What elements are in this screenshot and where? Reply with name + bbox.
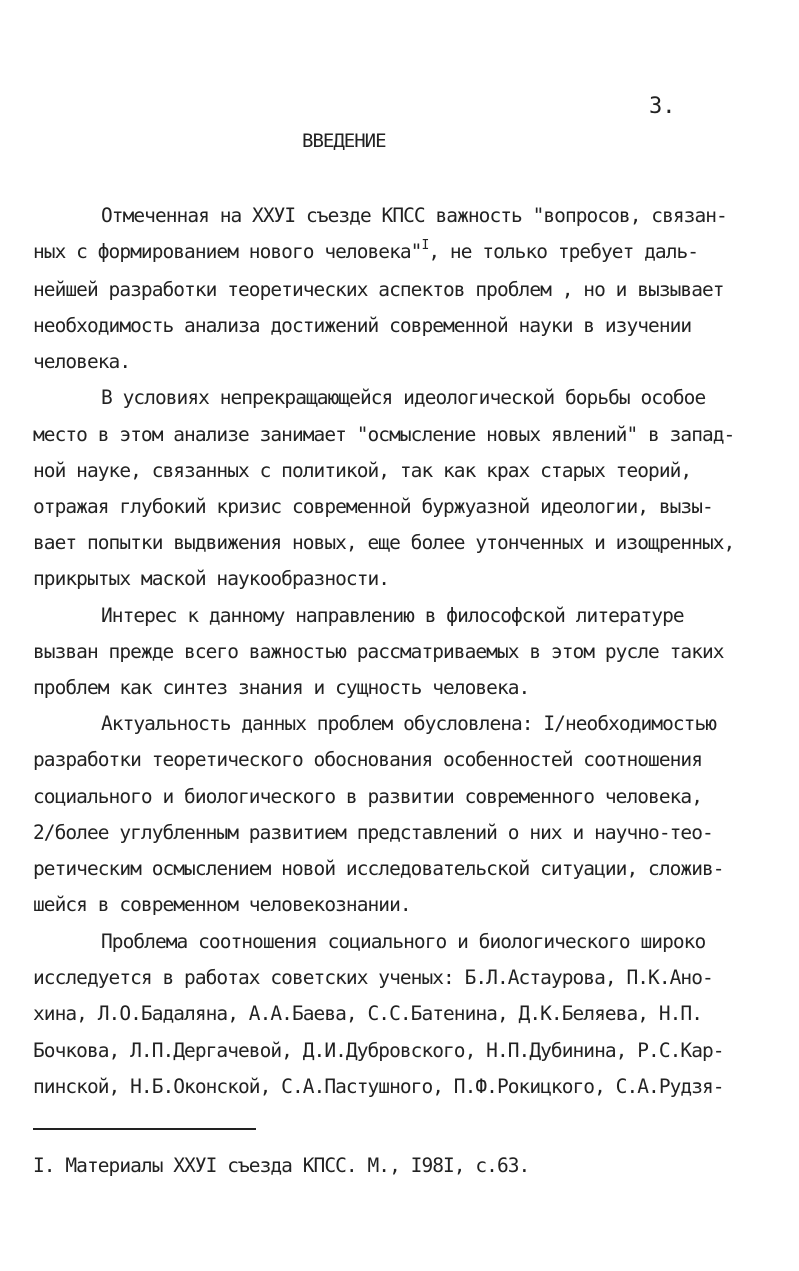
body-line: 2/более углубленным развитием представлений о них и научно-тео- [33,821,713,844]
body-line: исследуется в работах советских ученых: Б.Л.Астаурова, П.К.Ано- [33,966,713,989]
body-line-text: ных с формированием нового человека" [33,240,422,263]
body-line: Бочкова, Л.П.Дергачевой, Д.И.Дубровского, Н.П.Дубинина, Р.С.Кар- [33,1039,724,1062]
body-line: необходимость анализа достижений современной науки в изучении [33,314,692,337]
body-line: человека. [33,350,131,373]
footnote: I. Материалы XXУI съезда КПСС. М., I98I, с.63. [33,1154,530,1177]
footnote-separator [33,1128,256,1130]
body-line: шейся в современном человекознании. [33,893,411,916]
body-line: прикрытых маской наукообразности. [33,567,390,590]
body-line: Актуальность данных проблем обусловлена: I/необходимостью [101,712,717,735]
body-line: проблем как синтез знания и сущность человека. [33,676,530,699]
body-line: Проблема соотношения социального и биологического широко [101,930,706,953]
body-line: Отмеченная на XXУI съезде КПСС важность "вопросов, связан- [101,204,727,227]
body-line: пинской, Н.Б.Оконской, С.А.Пастушного, П.Ф.Рокицкого, С.А.Рудзя- [33,1075,724,1098]
body-line: вызван прежде всего важностью рассматриваемых в этом русле таких [33,640,724,663]
body-line-continuation: , не только требует даль- [428,240,699,263]
footnote-reference: I [421,238,429,253]
page-number: 3. [649,94,676,119]
body-line: разработки теоретического обоснования особенностей соотношения [33,748,702,771]
body-line: Интерес к данному направлению в философской литературе [101,604,684,627]
section-heading: ВВЕДЕНИЕ [302,130,386,152]
body-line [33,240,698,267]
body-line: хина, Л.О.Бадаляна, А.А.Баева, С.С.Батенина, Д.К.Беляева, Н.П. [33,1002,702,1025]
body-line: нейшей разработки теоретических аспектов проблем , но и вызывает [33,278,724,301]
body-line: В условиях непрекращающейся идеологической борьбы особое [101,386,706,409]
body-line: отражая глубокий кризис современной буржуазной идеологии, вызы- [33,495,713,518]
body-line: социального и биологического в развитии современного человека, [33,785,702,808]
body-line: вает попытки выдвижения новых, еще более утонченных и изощренных, [33,531,735,554]
body-line: ретическим осмыслением новой исследовательской ситуации, сложив- [33,857,724,880]
body-line: место в этом анализе занимает "осмысление новых явлений" в запад- [33,423,735,446]
body-line: ной науке, связанных с политикой, так как крах старых теорий, [33,459,692,482]
